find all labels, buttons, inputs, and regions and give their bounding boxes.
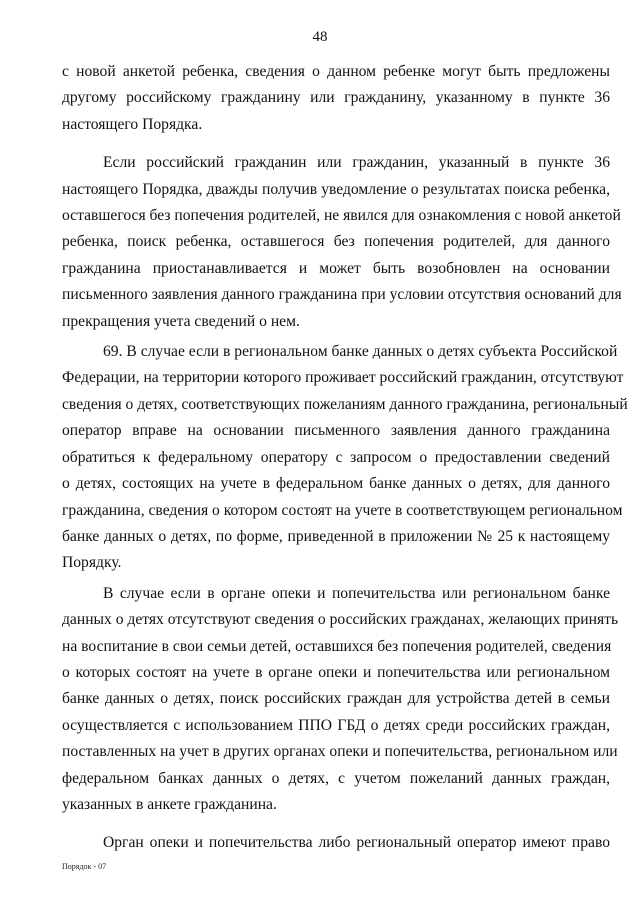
- text-line: федеральном банках данных о детях, с учетом пожеланий данных граждан,: [62, 769, 610, 787]
- page-number: 48: [312, 29, 328, 45]
- paragraph: [62, 150, 622, 335]
- text-line: Орган опеки и попечительства либо региональный оператор имеют право: [103, 834, 610, 852]
- text-line: другому российскому гражданину или гражданину, указанному в пункте 36: [62, 89, 610, 107]
- text-line: обратиться к федеральному оператору с запросом о предоставлении сведений: [62, 448, 610, 466]
- text-line: В случае если в органе опеки и попечительства или региональном банке: [103, 584, 610, 602]
- paragraph: [62, 830, 610, 856]
- text-line: Порядку.: [62, 554, 122, 572]
- text-line: ребенка, поиск ребенка, оставшегося без попечения родителей, для данного: [62, 233, 610, 251]
- text-line: сведения о детях, соответствующих пожеланиям данного гражданина, региональный: [62, 395, 628, 413]
- paragraph: [62, 339, 628, 577]
- text-line: прекращения учета сведений о нем.: [62, 312, 300, 330]
- text-line: данных о детях отсутствуют сведения о российских гражданах, желающих принять: [62, 611, 619, 629]
- text-line: осуществляется с использованием ППО ГБД о детях среди российских граждан,: [62, 716, 610, 734]
- text-line: о детях, состоящих на учете в федеральном банке данных о детях, для данного: [62, 475, 610, 493]
- text-line: банке данных о детях, по форме, приведенной в приложении № 25 к настоящему: [62, 527, 610, 545]
- text-line: Если российский гражданин или гражданин, указанный в пункте 36: [103, 154, 610, 172]
- text-line: поставленных на учет в других органах опеки и попечительства, региональном или: [62, 743, 618, 761]
- text-line: настоящего Порядка.: [62, 115, 203, 133]
- text-line: письменного заявления данного гражданина при условии отсутствия оснований для: [62, 286, 622, 304]
- text-line: гражданина, сведения о котором состоят на учете в соответствующем региональном: [62, 501, 623, 519]
- paragraph: [62, 59, 610, 138]
- document-body: [62, 59, 628, 857]
- text-line: с новой анкетой ребенка, сведения о данном ребенке могут быть предложены: [62, 63, 610, 80]
- text-line: гражданина приостанавливается и может быть возобновлен на основании: [62, 259, 610, 277]
- text-line: указанных в анкете гражданина.: [62, 795, 277, 813]
- footer-label: Порядок - 07: [62, 862, 107, 871]
- text-line: оператор вправе на основании письменного заявления данного гражданина: [62, 422, 610, 440]
- text-line: 69. В случае если в региональном банке данных о детях субъекта Российской: [103, 343, 618, 361]
- text-line: на воспитание в свои семьи детей, оставшихся без попечения родителей, сведения: [62, 637, 612, 655]
- text-line: оставшегося без попечения родителей, не явился для ознакомления с новой анкетой: [62, 207, 621, 225]
- text-line: Федерации, на территории которого проживает российский гражданин, отсутствуют: [62, 369, 624, 387]
- text-line: банке данных о детях, поиск российских граждан для устройства детей в семьи: [62, 690, 610, 708]
- text-line: настоящего Порядка, дважды получив уведомление о результатах поиска ребенка,: [62, 180, 610, 198]
- paragraph: [62, 581, 619, 819]
- text-line: о которых состоят на учете в органе опеки и попечительства или региональном: [62, 663, 610, 681]
